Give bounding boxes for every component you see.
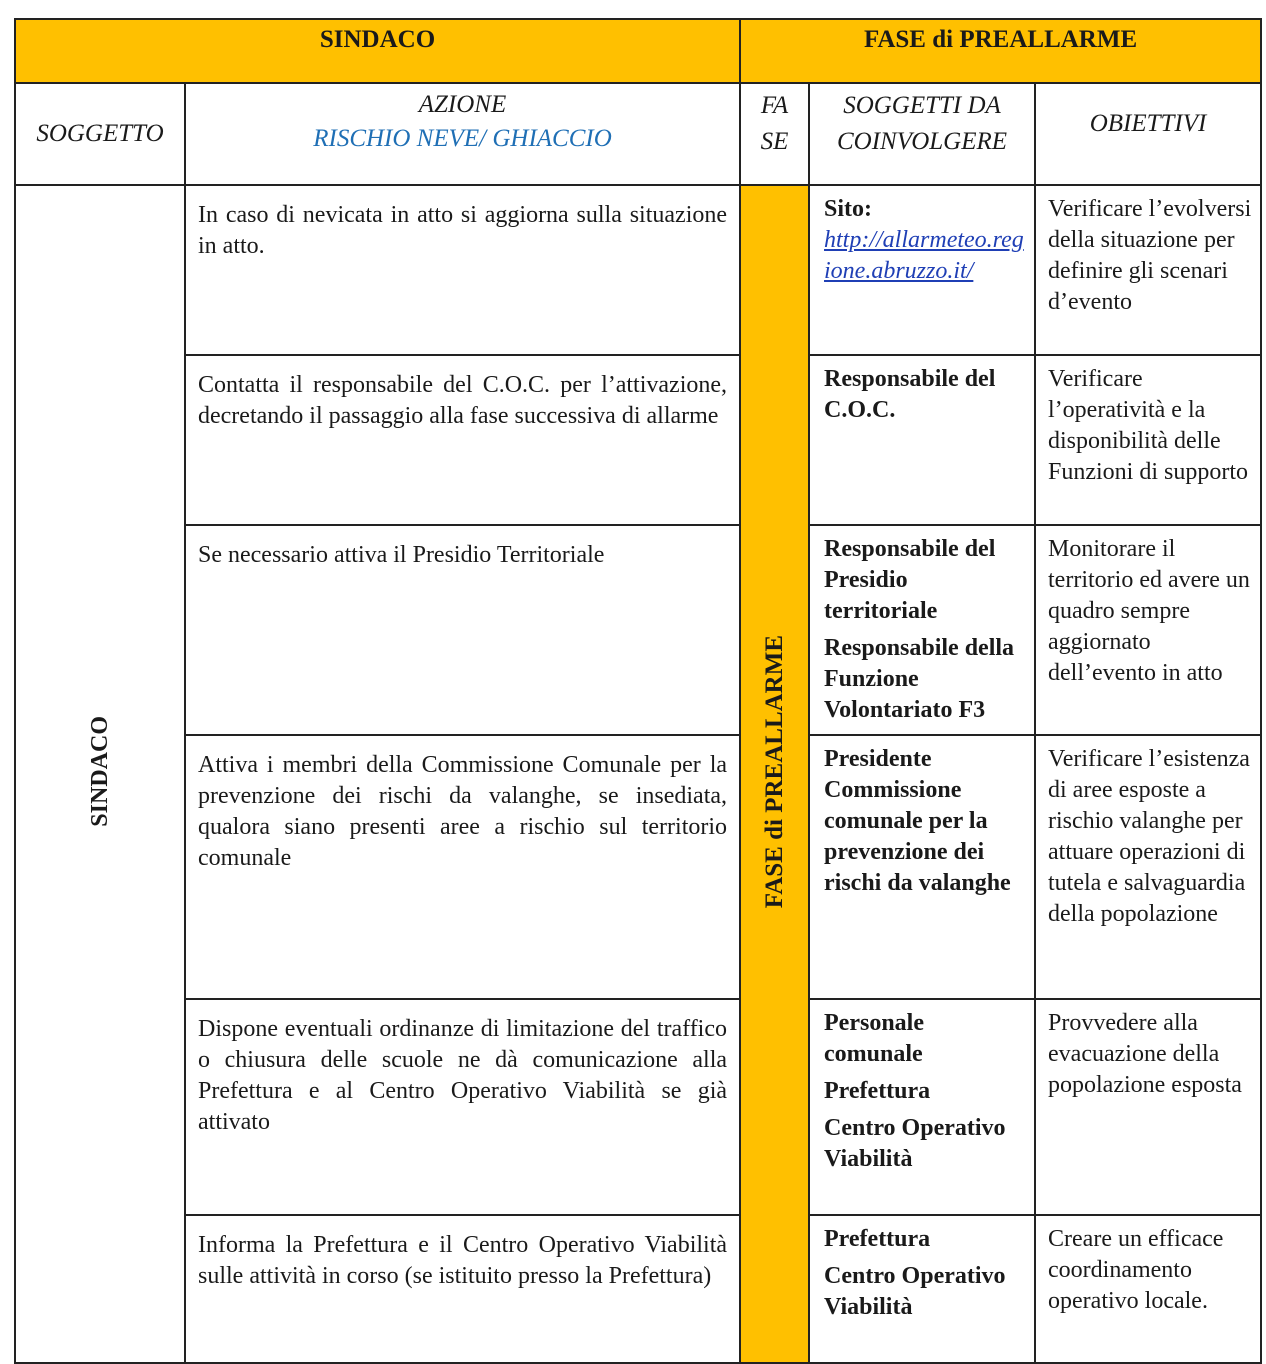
obiettivi-cell: Monitorare il territorio ed avere un quadro sempre aggiornato dell’evento in atto (1035, 525, 1261, 735)
azione-cell: In caso di nevicata in atto si aggiorna sulla situazione in atto. (185, 185, 740, 355)
soggetto-item: Responsabile del C.O.C. (824, 366, 996, 423)
col-fase-line2: SE (760, 128, 789, 155)
azione-cell: Dispone eventuali ordinanze di limitazione del traffico o chiusura delle scuole ne dà comunicazione alla Prefettura e al Centro Operativo Viabilità se già attivato (185, 999, 740, 1215)
soggetto-item: Presidente Commissione comunale per la prevenzione dei rischi da valanghe (824, 746, 1011, 896)
header-left-title: SINDACO (319, 26, 436, 53)
obiettivi-cell: Creare un efficace coordinamento operativo locale. (1035, 1215, 1261, 1363)
soggetto-vertical-label: SINDACO (86, 716, 113, 827)
soggetto-item: Personale comunale (824, 1010, 924, 1067)
preallarme-table (14, 18, 1262, 1364)
table-row (15, 999, 1261, 1215)
soggetto-item: Prefettura (824, 1226, 931, 1252)
col-fase (740, 83, 809, 185)
header-left-cell (15, 19, 740, 83)
col-soggetti (809, 83, 1035, 185)
obiettivi-cell: Verificare l’operatività e la disponibilità delle Funzioni di supporto (1035, 355, 1261, 525)
sito-link[interactable]: http://allarmeteo.regione.abruzzo.it/ (824, 227, 1024, 284)
col-soggetto-label: SOGGETTO (36, 120, 164, 147)
soggetti-cell (809, 1215, 1035, 1363)
col-obiettivi (1035, 83, 1261, 185)
table-row (15, 735, 1261, 999)
soggetti-cell (809, 185, 1035, 355)
soggetto-item: Centro Operativo Viabilità (824, 1115, 1006, 1172)
azione-cell: Informa la Prefettura e il Centro Operativo Viabilità sulle attività in corso (se istituito presso la Prefettura) (185, 1215, 740, 1363)
col-azione-label: AZIONE (418, 91, 507, 118)
soggetto-item: Centro Operativo Viabilità (824, 1263, 1006, 1320)
azione-cell: Se necessario attiva il Presidio Territoriale (185, 525, 740, 735)
soggetti-cell (809, 735, 1035, 999)
azione-cell: Attiva i membri della Commissione Comunale per la prevenzione dei rischi da valanghe, se insediata, qualora siano presenti aree a rischio sul territorio comunale (185, 735, 740, 999)
sito-label: Sito: (824, 196, 873, 222)
col-soggetto (15, 83, 185, 185)
azione-cell: Contatta il responsabile del C.O.C. per l’attivazione, decretando il passaggio alla fase successiva di allarme (185, 355, 740, 525)
col-azione-sublabel: RISCHIO NEVE/ GHIACCIO (313, 125, 612, 152)
obiettivi-cell: Verificare l’esistenza di aree esposte a rischio valanghe per attuare operazioni di tutela e salvaguardia della popolazione (1035, 735, 1261, 999)
col-soggetti-line2: COINVOLGERE (836, 128, 1008, 155)
soggetto-cell (15, 185, 185, 1363)
col-obiettivi-label: OBIETTIVI (1089, 110, 1207, 137)
col-soggetti-line1: SOGGETTI DA (843, 92, 1001, 119)
soggetti-cell (809, 525, 1035, 735)
soggetti-cell (809, 355, 1035, 525)
header-right-cell (740, 19, 1261, 83)
table-row (15, 525, 1261, 735)
header-row (15, 19, 1261, 83)
soggetto-item: Responsabile della Funzione Volontariato F3 (824, 635, 1015, 723)
table-row (15, 185, 1261, 355)
fase-cell (740, 185, 809, 1363)
soggetto-item: Responsabile del Presidio territoriale (824, 536, 996, 624)
obiettivi-cell: Verificare l’evolversi della situazione per definire gli scenari d’evento (1035, 185, 1261, 355)
table-row (15, 355, 1261, 525)
table-row (15, 1215, 1261, 1363)
fase-vertical-label: FASE di PREALLARME (760, 634, 788, 909)
soggetti-cell (809, 999, 1035, 1215)
column-header-row (15, 83, 1261, 185)
col-fase-line1: FA (760, 92, 789, 119)
col-azione (185, 83, 740, 185)
soggetto-item: Prefettura (824, 1078, 931, 1104)
header-right-title: FASE di PREALLARME (863, 26, 1138, 53)
obiettivi-cell: Provvedere alla evacuazione della popolazione esposta (1035, 999, 1261, 1215)
